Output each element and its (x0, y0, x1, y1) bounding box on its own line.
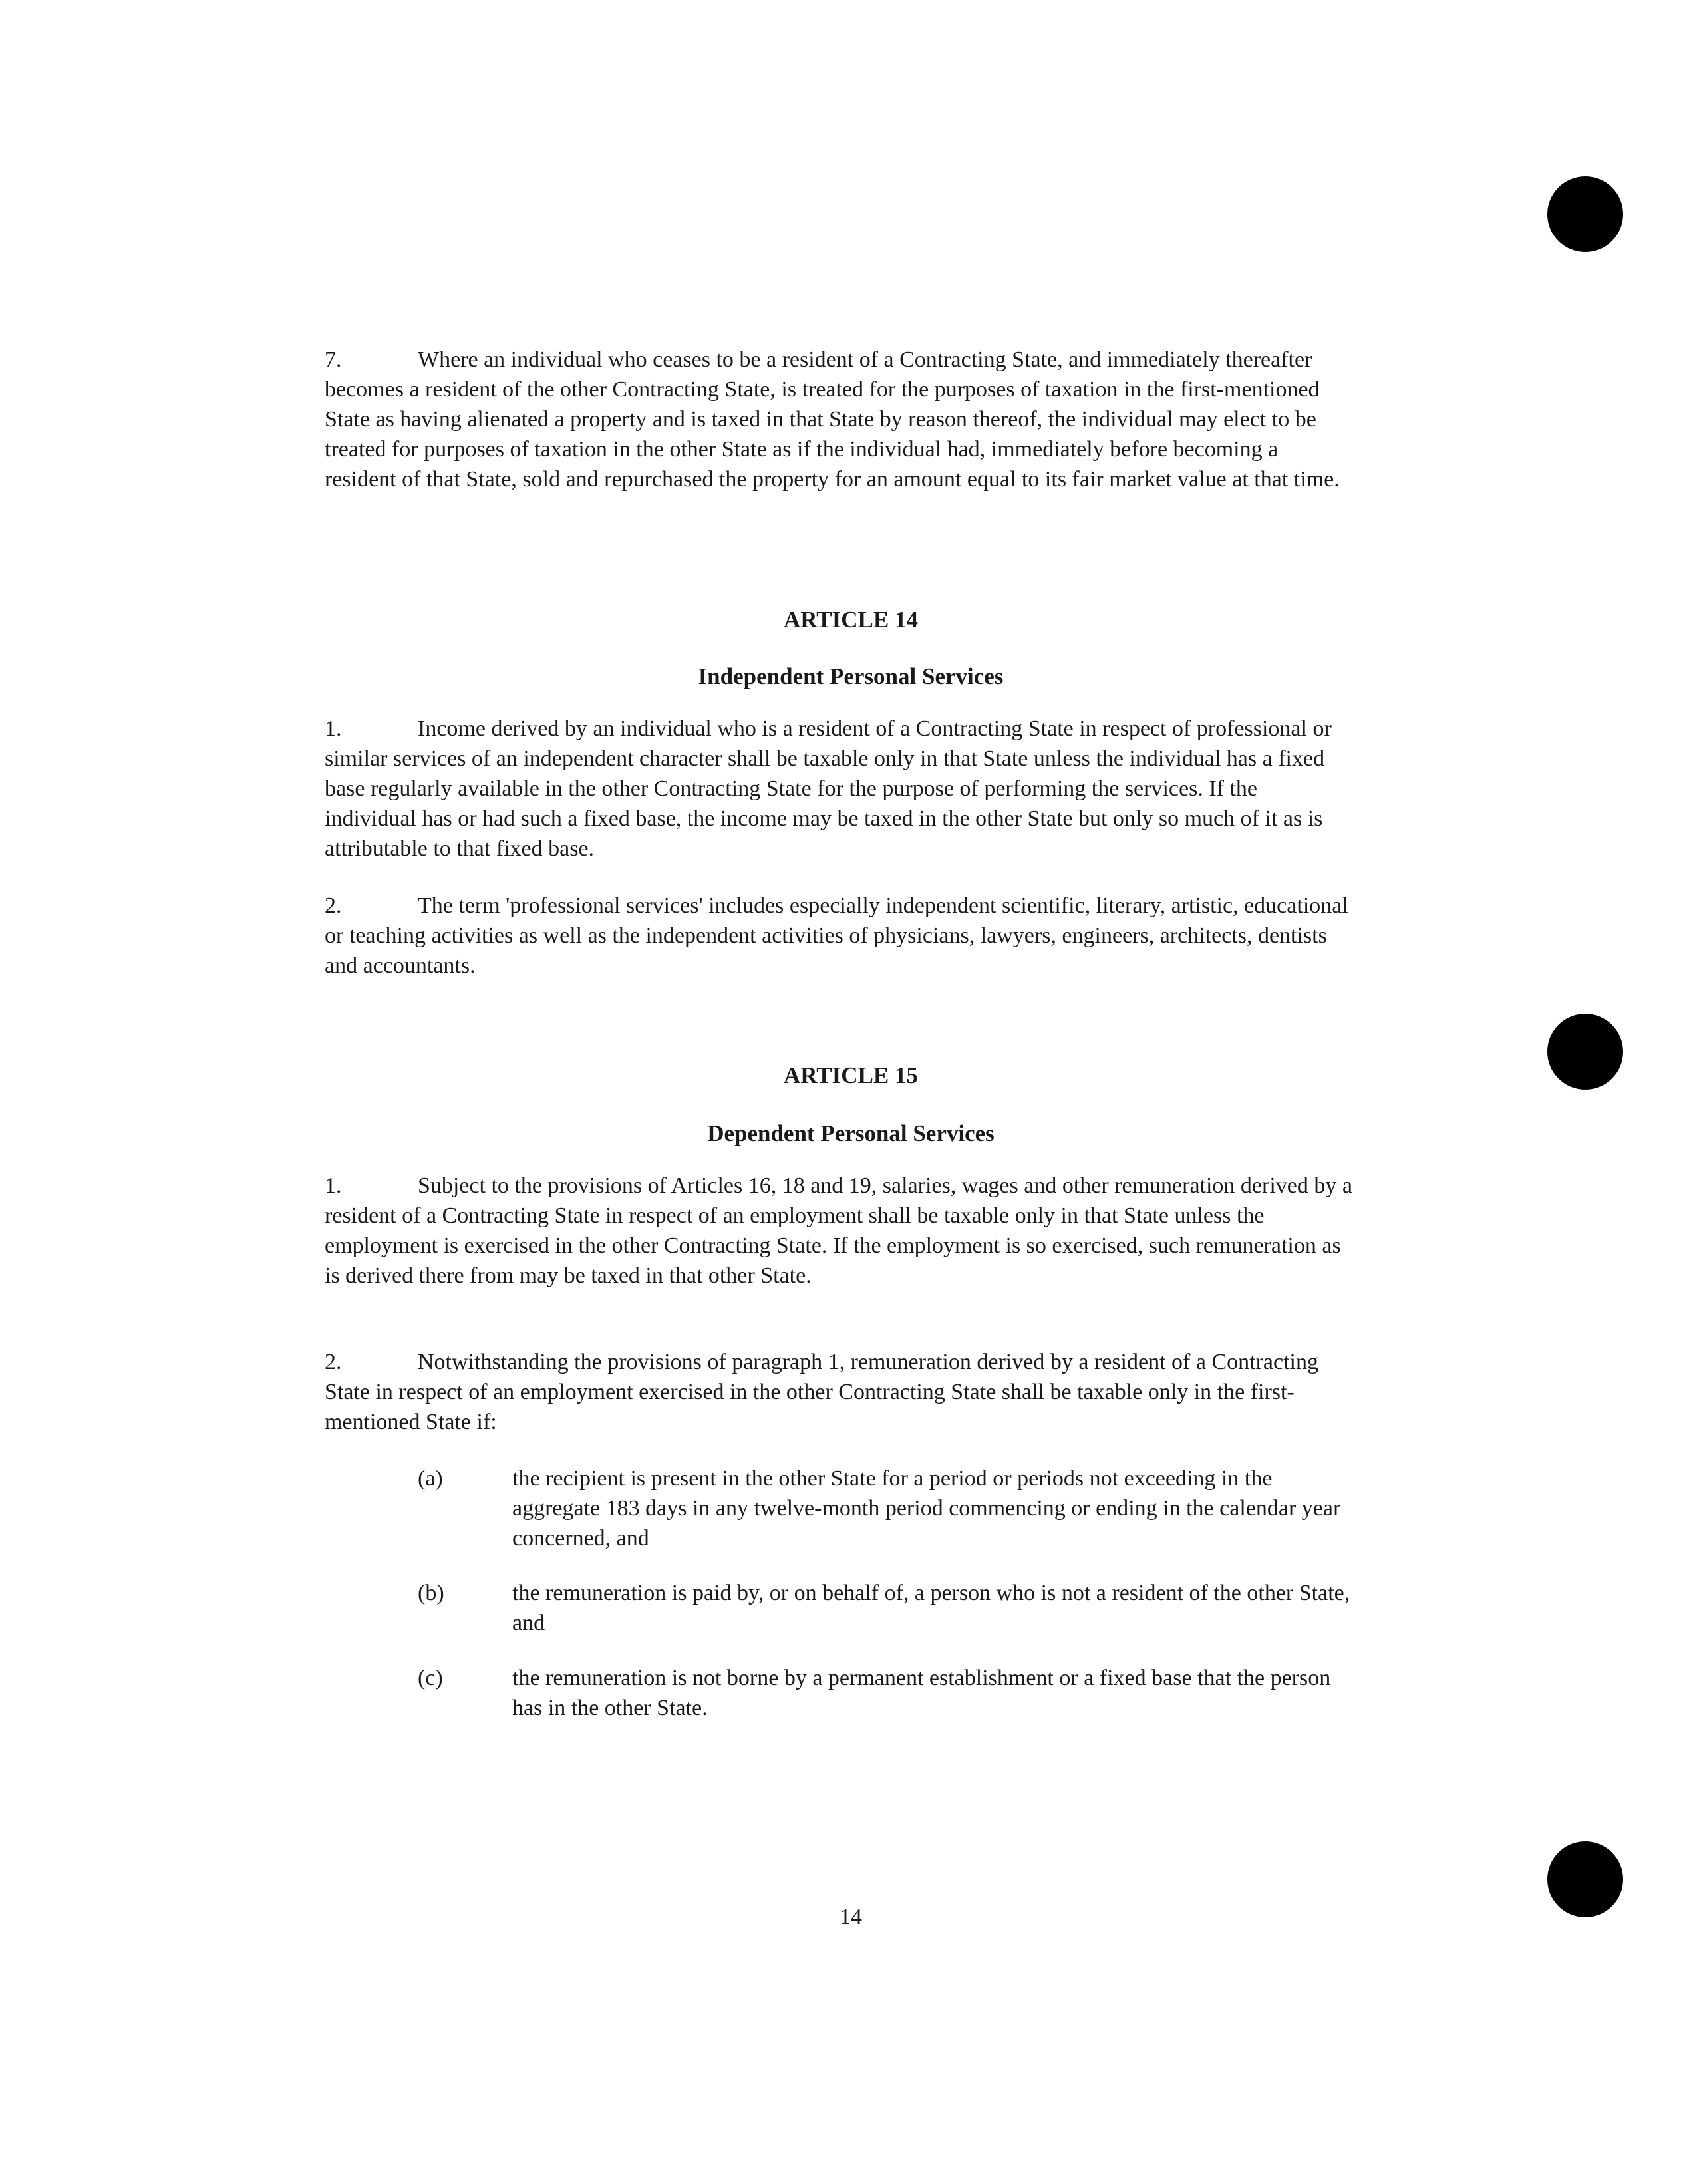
paragraph-text: The term 'professional services' includes especially independent scientific, literary, artistic, educational or teaching activities as well as the independent activities of physicians, lawyers, engineers, architects, dentists and accountants. (325, 893, 1348, 978)
subitem-text: the recipient is present in the other State for a period or periods not exceeding in the aggregate 183 days in any twelve-month period commencing or ending in the calendar year concerned, and (512, 1466, 1341, 1551)
paragraph-text: Where an individual who ceases to be a resident of a Contracting State, and immediately thereafter becomes a resident of the other Contracting State, is treated for the purposes of taxation in the first-mentioned State as having alienated a property and is taxed in that State by reason thereof, the individual may elect to be treated for purposes of taxation in the other State as if the individual had, immediately before becoming a resident of that State, sold and repurchased the property for an amount equal to its fair market value at that time. (325, 347, 1340, 492)
article-15-paragraph-2 (325, 1347, 1352, 1437)
paragraph-number: 2. (325, 1350, 342, 1374)
article-14-paragraph-2 (325, 891, 1352, 981)
paragraph-number: 1. (325, 716, 342, 741)
subitem-label: (c) (418, 1666, 443, 1690)
paragraph-text: Subject to the provisions of Articles 16, 18 and 19, salaries, wages and other remuneration derived by a resident of a Contracting State in respect of an employment shall be taxable only in that State unless the employment is exercised in the other Contracting State. If the employment is so exercised, such remuneration as is derived there from may be taxed in that other State. (325, 1173, 1352, 1288)
article-15-title: Dependent Personal Services (707, 1120, 995, 1146)
paragraph-7 (325, 345, 1352, 494)
article-15-paragraph-1 (325, 1171, 1352, 1291)
article-15-heading: ARTICLE 15 (783, 1062, 918, 1088)
paragraph-number: 7. (325, 347, 342, 372)
subitem-label: (a) (418, 1466, 443, 1491)
article-14-heading: ARTICLE 14 (783, 607, 918, 633)
punch-hole-top (1547, 176, 1623, 252)
subitem-text: the remuneration is paid by, or on behalf of, a person who is not a resident of the other State, and (512, 1581, 1350, 1635)
subitem-label: (b) (418, 1581, 444, 1605)
paragraph-text: Notwithstanding the provisions of paragraph 1, remuneration derived by a resident of a Contracting State in respect of an employment exercised in the other Contracting State shall be taxable only in the first-mentioned State if: (325, 1350, 1318, 1434)
subitem-text: the remuneration is not borne by a permanent establishment or a fixed base that the person has in the other State. (512, 1666, 1331, 1720)
article-14-paragraph-1 (325, 714, 1352, 863)
article-14-title: Independent Personal Services (698, 663, 1004, 689)
paragraph-number: 2. (325, 893, 342, 918)
page-number: 14 (840, 1905, 862, 1929)
paragraph-text: Income derived by an individual who is a resident of a Contracting State in respect of professional or similar services of an independent character shall be taxable only in that State unless the individual has a fixed base regularly available in the other Contracting State for the purpose of performing the services. If the individual has or had such a fixed base, the income may be taxed in the other State but only so much of it as is attributable to that fixed base. (325, 716, 1332, 861)
paragraph-number: 1. (325, 1173, 342, 1198)
